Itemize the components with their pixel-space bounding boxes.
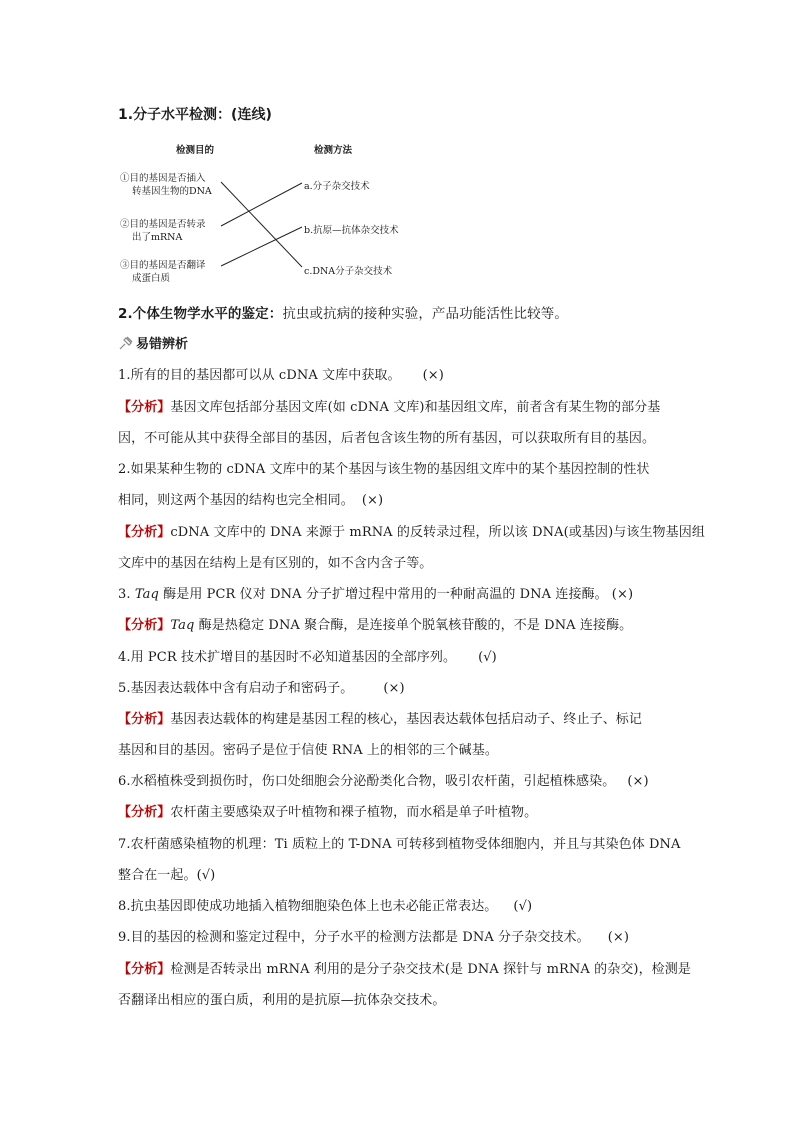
analysis-9-line2: 否翻译出相应的蛋白质，利用的是抗原—抗体杂交技术。	[118, 993, 446, 1008]
question-6	[118, 770, 649, 789]
question-1	[118, 364, 444, 383]
analysis-6-text: 农杆菌主要感染双子叶植物和裸子植物，而水稻是单子叶植物。	[170, 805, 538, 820]
purpose-3-line1: ③目的基因是否翻译	[120, 260, 206, 271]
heading-individual-bold: 2.个体生物学水平的鉴定：	[118, 306, 283, 322]
analysis-5-line2: 基因和目的基因。密码子是位于信使 RNA 上的相邻的三个碱基。	[118, 743, 498, 758]
question-3-number: 3.	[118, 587, 135, 602]
analysis-6	[118, 801, 537, 820]
analysis-5-text1: 基因表达载体的构建是基因工程的核心，基因表达载体包括启动子、终止子、标记	[170, 712, 643, 727]
question-1-text: 1.所有的目的基因都可以从 cDNA 文库中获取。	[118, 368, 401, 383]
question-7-mark: (√)	[196, 868, 216, 883]
purpose-1-line2: 转基因生物的DNA	[132, 186, 212, 197]
question-8-mark: (√)	[513, 899, 533, 914]
method-c: c.DNA分子杂交技术	[304, 266, 393, 277]
question-9	[118, 926, 629, 945]
pin-icon	[118, 335, 134, 351]
question-6-mark: (×)	[627, 774, 649, 789]
analysis-label: 【分析】	[118, 400, 171, 415]
heading-molecular-detection: 1.分子水平检测：(连线)	[118, 107, 272, 123]
analysis-3-text: 酶是热稳定 DNA 聚合酶，是连接单个脱氧核苷酸的，不是 DNA 连接酶。	[194, 618, 633, 633]
question-7-line1: 7.农杆菌感染植物的机理：Ti 质粒上的 T-DNA 可转移到植物受体细胞内，并且与其染色体 DNA	[118, 837, 681, 852]
analysis-label: 【分析】	[118, 962, 171, 977]
analysis-2-line1	[118, 521, 705, 540]
analysis-3	[118, 614, 632, 633]
analysis-1-text1: 基因文库包括部分基因文库(如 cDNA 文库)和基因组文库，前者含有某生物的部分基	[170, 400, 661, 415]
purpose-3-line2: 成蛋白质	[132, 273, 171, 284]
question-2-mark: (×)	[361, 493, 384, 508]
question-5	[118, 677, 405, 696]
analysis-1-line1	[118, 396, 660, 415]
question-2-line2	[118, 489, 383, 508]
analysis-9-text1: 检测是否转录出 mRNA 利用的是分子杂交技术(是 DNA 探针与 mRNA 的杂交)，检测是	[170, 962, 691, 977]
section-title-error-analysis: 易错辨析	[136, 337, 189, 352]
line-2-to-a	[221, 183, 302, 226]
analysis-9-line1	[118, 958, 691, 977]
connector-lines	[0, 0, 794, 300]
question-3	[118, 583, 633, 602]
heading-individual-rest: 抗虫或抗病的接种实验，产品功能活性比较等。	[282, 306, 568, 322]
question-2-line1: 2.如果某种生物的 cDNA 文库中的某个基因与该生物的基因组文库中的某个基因控制的性状	[118, 462, 650, 477]
question-7-text2: 整合在一起。	[118, 868, 197, 883]
analysis-1-line2: 因，不可能从其中获得全部目的基因，后者包含该生物的所有基因，可以获取所有目的基因。	[118, 431, 656, 446]
analysis-label: 【分析】	[118, 805, 171, 820]
question-8	[118, 895, 532, 914]
question-5-mark: (×)	[383, 681, 405, 696]
question-8-text: 8.抗虫基因即使成功地插入植物细胞染色体上也未必能正常表达。	[118, 899, 498, 914]
analysis-2-text1: cDNA 文库中的 DNA 来源于 mRNA 的反转录过程，所以该 DNA(或基因)与该生物基因组	[170, 525, 705, 540]
question-9-text: 9.目的基因的检测和鉴定过程中，分子水平的检测方法都是 DNA 分子杂交技术。	[118, 930, 590, 945]
analysis-label: 【分析】	[118, 525, 171, 540]
question-3-taq: Taq	[134, 587, 159, 602]
question-4	[118, 646, 497, 665]
question-1-mark: (×)	[422, 368, 444, 383]
col-title-method: 检测方法	[314, 145, 353, 156]
question-4-text: 4.用 PCR 技术扩增目的基因时不必知道基因的全部序列。	[118, 650, 457, 665]
heading-individual-level	[118, 302, 568, 322]
analysis-5-line1	[118, 708, 642, 727]
purpose-2-line2: 出了mRNA	[132, 232, 183, 243]
line-3-to-b	[221, 227, 302, 266]
question-7-line2	[118, 864, 215, 883]
analysis-2-line2: 文库中的基因在结构上是有区别的，如不含内含子等。	[118, 556, 433, 571]
question-3-mark: (×)	[611, 587, 634, 602]
question-9-mark: (×)	[607, 930, 630, 945]
purpose-2-line1: ②目的基因是否转录	[120, 219, 206, 230]
analysis-label: 【分析】	[118, 618, 171, 633]
line-1-to-c	[221, 182, 302, 267]
question-3-text: 酶是用 PCR 仪对 DNA 分子扩增过程中常用的一种耐高温的 DNA 连接酶。	[158, 587, 608, 602]
method-a: a.分子杂交技术	[304, 181, 370, 192]
analysis-3-taq: Taq	[170, 618, 195, 633]
question-5-text: 5.基因表达载体中含有启动子和密码子。	[118, 681, 354, 696]
purpose-1-line1: ①目的基因是否插入	[120, 173, 206, 184]
question-2-text2: 相同，则这两个基因的结构也完全相同。	[118, 493, 354, 508]
question-6-text: 6.水稻植株受到损伤时，伤口处细胞会分泌酚类化合物，吸引农杆菌，引起植株感染。	[118, 774, 616, 789]
col-title-purpose: 检测目的	[176, 145, 215, 156]
question-4-mark: (√)	[478, 650, 497, 665]
analysis-label: 【分析】	[118, 712, 171, 727]
method-b: b.抗原—抗体杂交技术	[304, 225, 399, 236]
